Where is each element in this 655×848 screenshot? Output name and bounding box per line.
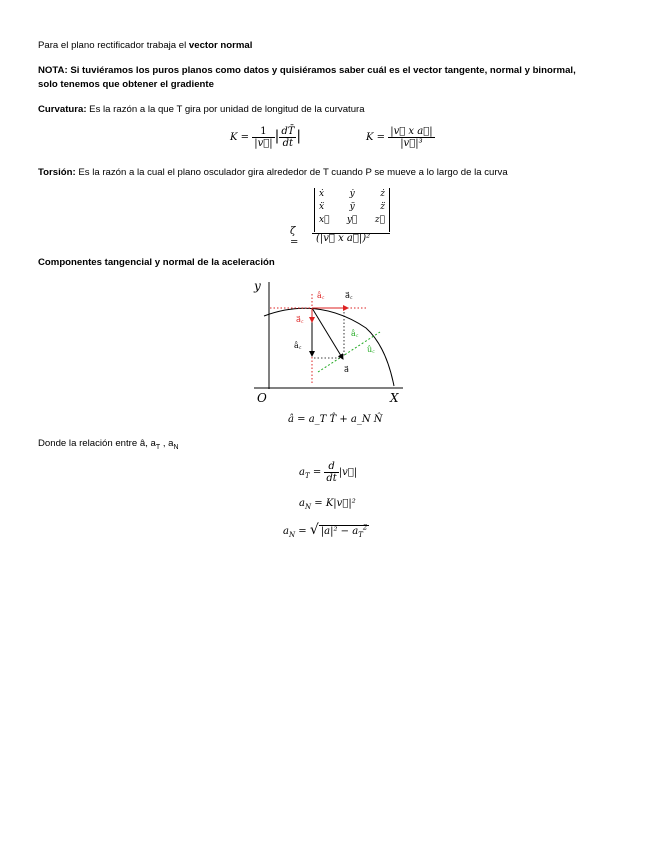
y-axis-label: y — [254, 279, 261, 293]
tangential-equation: $a_T$ = $\frac{d}{dt}$ |v⃗| — [299, 461, 358, 484]
relacion-text: Donde la relación entre â, a — [38, 438, 156, 449]
k1-den: |v⃗| — [254, 138, 273, 149]
intro-line — [38, 40, 252, 52]
diagram-label-a-vec: a⃗ — [344, 365, 349, 374]
det-cell: z⃛ — [374, 215, 385, 225]
torsion-den: (|v⃗ x a⃗|)² — [316, 233, 371, 244]
det-cell: ÿ — [349, 202, 355, 212]
k-lhs: K = — [230, 132, 250, 143]
diagram-label-a-t-red: a⃗꜀ — [296, 315, 304, 324]
det-cell: ż — [380, 189, 385, 199]
det-cell: ẍ — [319, 202, 325, 212]
k2-den: |v⃗|³ — [400, 138, 423, 149]
origin-label: O — [257, 391, 267, 405]
torsion-text: Es la razón a la cual el plano osculador gira alrededor de T cuando P se mueve a lo largo de la curva — [75, 167, 508, 178]
zeta-lhs: ζ = — [290, 226, 299, 248]
curvature-formula-2 — [366, 126, 435, 149]
k1-abs-den: dt — [282, 138, 294, 149]
curvature-formula-1: K = $\frac{1}{|v⃗|}$ | $\frac{dT̄}{dt}$ | — [230, 126, 302, 149]
curvatura-text: Es la razón a la que T gira por unidad de longitud de la curvatura — [86, 104, 365, 115]
nota-line-2: solo tenemos que obtener el gradiente — [38, 79, 214, 90]
relacion-line — [38, 438, 179, 454]
componentes-title: Componentes tangencial y normal de la aceleración — [38, 257, 275, 268]
det-cell: ẏ — [349, 189, 355, 199]
det-cell: y⃛ — [346, 215, 358, 225]
relacion-sep: , a — [160, 438, 174, 449]
k1-abs-num: dT̄ — [281, 126, 295, 137]
k2-lhs: K = — [366, 132, 386, 143]
relacion-sub-t: T — [155, 443, 161, 451]
det-cell: x⃛ — [319, 215, 330, 225]
diagram-label-green-2: û꜀ — [367, 345, 375, 354]
diagram-label-a-n-left: â꜀ — [294, 341, 302, 350]
normal-equation: $a_N$ = K|v⃗|² — [299, 498, 356, 511]
acceleration-diagram — [248, 276, 408, 408]
torsion-line — [38, 167, 508, 179]
acceleration-vector — [312, 308, 343, 359]
normal-sqrt-equation: $a_N$ = √ $|a|^2 - a_T^2$ — [283, 522, 368, 539]
curvatura-line — [38, 104, 365, 116]
intro-bold: vector normal — [188, 40, 253, 51]
diagram-label-green-1: â꜀ — [351, 329, 359, 338]
intro-text: Para el plano rectificador trabaja el — [38, 40, 189, 51]
det-cell: z̈ — [380, 202, 385, 212]
k1-num: 1 — [252, 126, 274, 138]
curvatura-label: Curvatura: — [38, 104, 87, 115]
x-axis-label: X — [390, 391, 399, 405]
k2-num: |v⃗ x a⃗| — [390, 126, 433, 137]
diagram-label-a-vec-top: a⃗꜀ — [345, 291, 353, 300]
acceleration-equation: â = a_T T̂ + a_N N̂ — [288, 414, 383, 425]
relacion-sub-n: N — [173, 443, 179, 451]
det-cell: ẋ — [319, 189, 325, 199]
nota-line-1: NOTA: Si tuviéramos los puros planos como datos y quisiéramos saber cuál es el vector tangente, normal y binormal, — [38, 65, 576, 76]
torsion-determinant — [314, 188, 390, 232]
torsion-label: Torsión: — [38, 167, 76, 178]
diagram-label-a-n-top: â꜀ — [317, 291, 325, 300]
